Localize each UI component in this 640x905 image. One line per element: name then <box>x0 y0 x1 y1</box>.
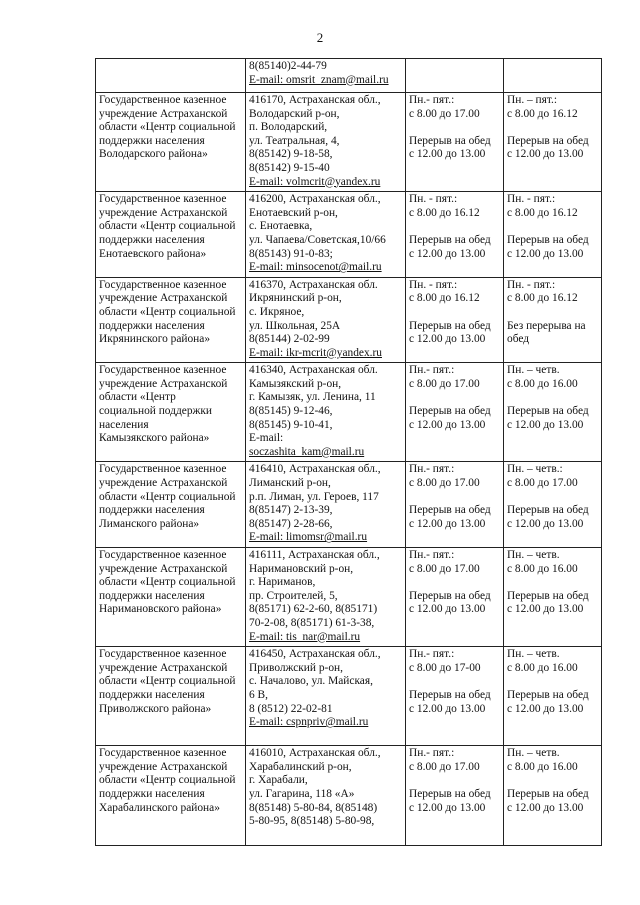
institutions-table <box>95 58 602 846</box>
institution-name-line: учреждение Астраханской <box>99 760 228 773</box>
address-line: г. Нариманов, <box>249 576 316 589</box>
institution-name-line: Государственное казенное <box>99 648 227 661</box>
schedule-line: Перерыв на обед <box>507 134 589 147</box>
address-line: ул. Школьная, 25А <box>249 319 341 332</box>
address-cell <box>246 462 406 548</box>
schedule-line: Пн. - пят.: <box>409 193 458 206</box>
address-line: 416370, Астраханская обл. <box>249 278 378 291</box>
schedule-line: с 8.00 до 16.12 <box>507 206 578 219</box>
institution-name-line: Государственное казенное <box>99 549 227 561</box>
institution-name-line: Государственное казенное <box>99 463 227 476</box>
address-line: с. Началово, ул. Майская, <box>249 675 373 688</box>
table-body <box>96 59 602 846</box>
address-line: 416410, Астраханская обл., <box>249 463 381 476</box>
schedule-line: Пн.- пят.: <box>409 94 455 106</box>
institution-name-line: Камызякского района» <box>99 432 210 445</box>
schedule-line: с 12.00 до 13.00 <box>507 603 584 616</box>
email-link[interactable]: E-mail: ikr-mcrit@yandex.ru <box>249 346 382 359</box>
address-line: 8(85143) 91-0-83; <box>249 247 333 260</box>
institution-name-line: учреждение Астраханской <box>99 661 228 674</box>
schedule-line: с 8.00 до 16.00 <box>507 760 578 773</box>
institution-name-line: Наримановского района» <box>99 603 222 616</box>
address-line: Лиманский р-он, <box>249 477 331 490</box>
schedule-line: Пн. – четв. <box>507 549 560 561</box>
address-line: р.п. Лиман, ул. Героев, 117 <box>249 490 379 503</box>
address-cell <box>246 647 406 746</box>
institution-name-cell <box>96 363 246 462</box>
institution-name-line: Государственное казенное <box>99 94 227 106</box>
address-cell <box>246 363 406 462</box>
institution-name-line: Володарского района» <box>99 148 208 161</box>
institution-name-line: Приволжского района» <box>99 702 212 715</box>
address-line: 416170, Астраханская обл., <box>249 94 381 106</box>
table-row-top <box>96 59 602 93</box>
address-line: E-mail: <box>249 432 284 445</box>
schedule-line: Пн.- пят.: <box>409 648 455 661</box>
schedule-cell <box>406 462 504 548</box>
institution-name-line: области «Центр социальной <box>99 576 236 589</box>
email-link[interactable]: E-mail: limomsr@mail.ru <box>249 531 368 544</box>
schedule-line: с 12.00 до 13.00 <box>507 801 584 814</box>
address-line: 6 В, <box>249 688 268 701</box>
institution-name-line: Лиманского района» <box>99 517 200 530</box>
institution-name-line: учреждение Астраханской <box>99 206 228 219</box>
institution-name-line: учреждение Астраханской <box>99 107 228 120</box>
phone-text: 8(85140)2-44-79 <box>249 60 327 72</box>
schedule-line: с 8.00 до 16.00 <box>507 661 578 674</box>
email-link[interactable]: E-mail: tis_nar@mail.ru <box>249 630 361 643</box>
address-line: п. Володарский, <box>249 121 328 134</box>
address-line: Камызякский р-он, <box>249 377 342 390</box>
schedule-line: Перерыв на обед <box>409 134 491 147</box>
address-cell <box>246 746 406 846</box>
institution-name-line: области «Центр социальной <box>99 774 236 787</box>
institution-name-line: учреждение Астраханской <box>99 377 228 390</box>
schedule-line: с 12.00 до 13.00 <box>507 418 584 431</box>
institution-name-line: поддержки населения <box>99 589 205 602</box>
institution-name-cell <box>96 647 246 746</box>
institution-name-line: области «Центр <box>99 391 176 404</box>
schedule-line: Перерыв на обед <box>409 319 491 332</box>
institution-name-cell <box>96 93 246 192</box>
schedule-line: Перерыв на обед <box>409 589 491 602</box>
address-cell <box>246 277 406 363</box>
schedule-line: Перерыв на обед <box>507 233 589 246</box>
address-line: с. Икряное, <box>249 305 305 318</box>
institution-name-line: Государственное казенное <box>99 193 227 206</box>
address-line: 416340, Астраханская обл. <box>249 364 378 377</box>
schedule-line: Перерыв на обед <box>409 504 491 517</box>
institution-name-line: Государственное казенное <box>99 747 227 760</box>
schedule-line: обед <box>507 333 530 346</box>
schedule-line: Перерыв на обед <box>409 233 491 246</box>
schedule-alt-cell <box>504 548 602 647</box>
schedule-line: с 8.00 до 17.00 <box>409 760 480 773</box>
schedule-cell <box>406 746 504 846</box>
cell-contacts <box>246 59 406 93</box>
address-line: 8(85148) 5-80-84, 8(85148) <box>249 801 378 814</box>
table-row <box>96 277 602 363</box>
address-line: 8(85142) 9-15-40 <box>249 161 330 174</box>
institution-name-line: населения <box>99 418 149 431</box>
schedule-cell <box>406 548 504 647</box>
schedule-line: Перерыв на обед <box>507 688 589 701</box>
institution-name-line: поддержки населения <box>99 134 205 147</box>
schedule-line: Перерыв на обед <box>409 787 491 800</box>
address-line: г. Харабали, <box>249 774 308 787</box>
address-line: 8(85144) 2-02-99 <box>249 333 330 346</box>
schedule-cell <box>406 93 504 192</box>
address-line: ул. Театральная, 4, <box>249 134 340 147</box>
address-line: 8 (8512) 22-02-81 <box>249 702 333 715</box>
institution-name-line: области «Центр социальной <box>99 220 236 233</box>
institution-name-line: поддержки населения <box>99 787 205 800</box>
institution-name-line: области «Центр социальной <box>99 490 236 503</box>
address-line: Икрянинский р-он, <box>249 292 342 305</box>
cell-empty <box>96 59 246 93</box>
schedule-line: с 12.00 до 13.00 <box>507 702 584 715</box>
schedule-line: с 8.00 до 17.00 <box>507 477 578 490</box>
schedule-line: с 8.00 до 16.00 <box>507 562 578 575</box>
schedule-line: Пн. - пят.: <box>507 193 556 206</box>
email-link[interactable]: E-mail: minsocenot@mail.ru <box>249 261 382 274</box>
address-line: пр. Строителей, 5, <box>249 589 338 602</box>
schedule-line: Пн. – четв. <box>507 747 560 760</box>
schedule-alt-cell <box>504 93 602 192</box>
table-row <box>96 548 602 647</box>
schedule-cell <box>406 363 504 462</box>
schedule-alt-cell <box>504 277 602 363</box>
email-link[interactable]: E-mail: cspnpriv@mail.ru <box>249 716 369 729</box>
address-line: 416010, Астраханская обл., <box>249 747 381 760</box>
schedule-line: с 8.00 до 17-00 <box>409 661 481 674</box>
institution-name-line: Енотаевского района» <box>99 247 207 260</box>
address-line: Приволжский р-он, <box>249 661 343 674</box>
schedule-line: с 8.00 до 17.00 <box>409 477 480 490</box>
schedule-line: Пн. – четв.: <box>507 463 563 476</box>
address-line: 8(85145) 9-12-46, <box>249 405 333 418</box>
schedule-line: с 12.00 до 13.00 <box>409 148 486 161</box>
institution-name-cell <box>96 548 246 647</box>
schedule-line: с 8.00 до 16.12 <box>409 206 480 219</box>
institution-name-line: области «Центр социальной <box>99 121 236 134</box>
address-line: 5-80-95, 8(85148) 5-80-98, <box>249 815 375 828</box>
table-row <box>96 192 602 278</box>
address-cell <box>246 548 406 647</box>
schedule-line: Пн. – четв. <box>507 648 560 661</box>
address-cell <box>246 93 406 192</box>
schedule-line: с 8.00 до 17.00 <box>409 562 480 575</box>
schedule-line: Пн. – пят.: <box>507 94 558 106</box>
schedule-line: Пн.- пят.: <box>409 463 455 476</box>
schedule-line: Пн. - пят.: <box>409 278 458 291</box>
schedule-line: с 8.00 до 16.00 <box>507 377 578 390</box>
institution-name-line: Харабалинского района» <box>99 801 220 814</box>
institution-name-line: поддержки населения <box>99 688 205 701</box>
address-line: 8(85171) 62-2-60, 8(85171) <box>249 603 378 616</box>
address-line: с. Енотаевка, <box>249 220 313 233</box>
schedule-line: с 12.00 до 13.00 <box>409 333 486 346</box>
institution-name-line: Икрянинского района» <box>99 333 211 346</box>
email-link[interactable]: soczashita_kam@mail.ru <box>249 445 365 458</box>
schedule-line: с 12.00 до 13.00 <box>409 801 486 814</box>
institution-name-line: поддержки населения <box>99 233 205 246</box>
institution-name-cell <box>96 746 246 846</box>
schedule-cell <box>406 277 504 363</box>
address-line: 8(85145) 9-10-41, <box>249 418 333 431</box>
schedule-line: с 8.00 до 16.12 <box>409 292 480 305</box>
schedule-line: с 8.00 до 16.12 <box>507 292 578 305</box>
cell-empty <box>504 59 602 93</box>
schedule-line: Перерыв на обед <box>409 405 491 418</box>
schedule-line: Пн. - пят.: <box>507 278 556 291</box>
schedule-line: Перерыв на обед <box>507 589 589 602</box>
cell-empty <box>406 59 504 93</box>
schedule-cell <box>406 647 504 746</box>
institution-name-line: учреждение Астраханской <box>99 562 228 575</box>
address-line: 416200, Астраханская обл., <box>249 193 381 206</box>
schedule-line: с 12.00 до 13.00 <box>507 517 584 530</box>
institution-name-cell <box>96 192 246 278</box>
table-row <box>96 746 602 846</box>
institution-name-line: Государственное казенное <box>99 278 227 291</box>
schedule-line: с 12.00 до 13.00 <box>409 418 486 431</box>
address-line: 8(85142) 9-18-58, <box>249 148 333 161</box>
schedule-line: с 12.00 до 13.00 <box>409 247 486 260</box>
institution-name-line: учреждение Астраханской <box>99 477 228 490</box>
schedule-line: Пн.- пят.: <box>409 549 455 561</box>
address-line: 8(85147) 2-28-66, <box>249 517 333 530</box>
schedule-line: Перерыв на обед <box>507 787 589 800</box>
address-line: Наримановский р-он, <box>249 562 354 575</box>
address-line: 70-2-08, 8(85171) 61-3-38, <box>249 616 375 629</box>
address-line: ул. Чапаева/Советская,10/66 <box>249 233 386 246</box>
institution-name-line: учреждение Астраханской <box>99 292 228 305</box>
schedule-line: с 8.00 до 16.12 <box>507 107 578 120</box>
schedule-line: Без перерыва на <box>507 319 586 332</box>
schedule-line: Пн.- пят.: <box>409 747 455 760</box>
schedule-line: Перерыв на обед <box>409 688 491 701</box>
schedule-line: с 12.00 до 13.00 <box>409 702 486 715</box>
institution-name-line: поддержки населения <box>99 319 205 332</box>
page-number: 2 <box>316 30 324 45</box>
institution-name-line: социальной поддержки <box>99 405 213 418</box>
schedule-cell <box>406 192 504 278</box>
table-row <box>96 363 602 462</box>
address-line: 416450, Астраханская обл., <box>249 648 381 661</box>
schedule-line: с 12.00 до 13.00 <box>507 148 584 161</box>
schedule-alt-cell <box>504 647 602 746</box>
address-line: 8(85147) 2-13-39, <box>249 504 333 517</box>
email-link[interactable]: E-mail: volmcrit@yandex.ru <box>249 175 381 188</box>
address-line: Енотаевский р-он, <box>249 206 338 219</box>
schedule-alt-cell <box>504 192 602 278</box>
address-line: 416111, Астраханская обл., <box>249 549 380 561</box>
email-link[interactable]: E-mail: omsrit_znam@mail.ru <box>249 73 389 86</box>
schedule-line: Перерыв на обед <box>507 405 589 418</box>
address-line: ул. Гагарина, 118 «А» <box>249 787 355 800</box>
institution-name-line: области «Центр социальной <box>99 675 236 688</box>
schedule-line: с 8.00 до 17.00 <box>409 107 480 120</box>
schedule-line: Перерыв на обед <box>507 504 589 517</box>
table-row <box>96 93 602 192</box>
schedule-line: с 12.00 до 13.00 <box>409 517 486 530</box>
schedule-alt-cell <box>504 363 602 462</box>
schedule-line: с 8.00 до 17.00 <box>409 377 480 390</box>
address-line: Харабалинский р-он, <box>249 760 352 773</box>
address-line: г. Камызяк, ул. Ленина, 11 <box>249 391 376 404</box>
schedule-line: Пн.- пят.: <box>409 364 455 377</box>
table-row <box>96 462 602 548</box>
institution-name-line: области «Центр социальной <box>99 305 236 318</box>
schedule-line: с 12.00 до 13.00 <box>409 603 486 616</box>
schedule-line: с 12.00 до 13.00 <box>507 247 584 260</box>
address-cell <box>246 192 406 278</box>
address-line: Володарский р-он, <box>249 107 340 120</box>
schedule-alt-cell <box>504 746 602 846</box>
institution-name-cell <box>96 462 246 548</box>
table-row <box>96 647 602 746</box>
institution-name-cell <box>96 277 246 363</box>
schedule-line: Пн. – четв. <box>507 364 560 377</box>
institution-name-line: поддержки населения <box>99 504 205 517</box>
schedule-alt-cell <box>504 462 602 548</box>
institution-name-line: Государственное казенное <box>99 364 227 377</box>
